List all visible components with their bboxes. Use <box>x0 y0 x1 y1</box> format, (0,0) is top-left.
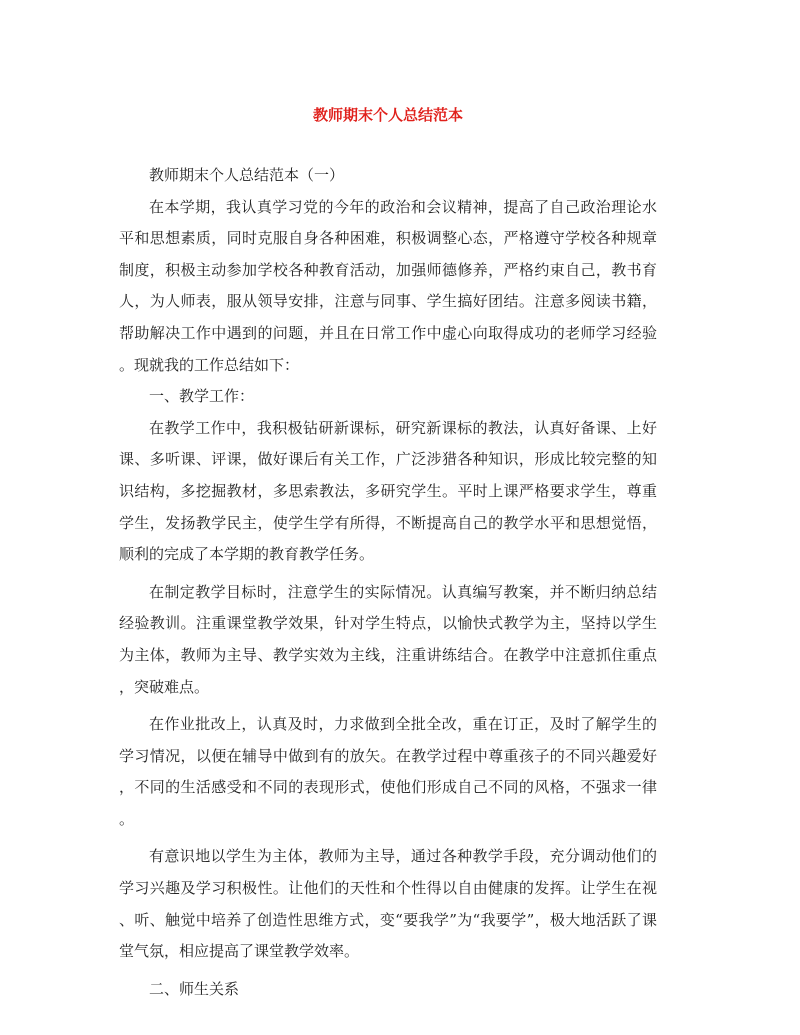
teaching-paragraph-1: 在教学工作中，我积极钻研新课标，研究新课标的教法，认真好备课、上好课、多听课、评课，做好课后有关工作，广泛涉猎各种知识，形成比较完整的知识结构，多挖掘教材，多思索教法，多研究学生。平时上课严格要求学生，尊重学生，发扬教学民主，使学生学有所得，不断提高自己的教学水平和思想觉悟，顺利的完成了本学期的教育教学任务。 <box>119 418 657 564</box>
teaching-paragraph-3: 在作业批改上，认真及时，力求做到全批全改，重在订正，及时了解学生的学习情况，以便在辅导中做到有的放矢。在教学过程中尊重孩子的不同兴趣爱好，不同的生活感受和不同的表现形式，使他们形成自己不同的风格，不强求一律。 <box>119 715 657 828</box>
teaching-paragraph-4: 有意识地以学生为主体，教师为主导，通过各种教学手段，充分调动他们的学习兴趣及学习积极性。让他们的天性和个性得以自由健康的发挥。让学生在视、听、触觉中培养了创造性思维方式，变“要我学”为“我要学”，极大地活跃了课堂气氛，相应提高了课堂教学效率。 <box>119 847 657 961</box>
section-heading-relations: 二、师生关系 <box>149 979 240 998</box>
document-title: 教师期末个人总结范本 <box>312 106 463 124</box>
intro-paragraph: 在本学期，我认真学习党的今年的政治和会议精神，提高了自己政治理论水平和思想素质，同时克服自身各种困难，积极调整心态，严格遵守学校各种规章制度，积极主动参加学校各种教育活动，加强师德修养，严格约束自己，教书育人，为人师表，服从领导安排，注意与同事、学生搞好团结。注意多阅读书籍，帮助解决工作中遇到的问题，并且在日常工作中虚心向取得成功的老师学习经验。现就我的工作总结如下： <box>119 197 657 374</box>
section-heading-teaching: 一、教学工作： <box>149 387 255 406</box>
document-body <box>119 160 657 1005</box>
section-subtitle: 教师期末个人总结范本（一） <box>149 166 345 184</box>
teaching-paragraph-2: 在制定教学目标时，注意学生的实际情况。认真编写教案，并不断归纳总结经验教训。注重课堂教学效果，针对学生特点，以愉快式教学为主，坚持以学生为主体，教师为主导、教学实效为主线，注重讲练结合。在教学中注意抓住重点，突破难点。 <box>119 582 657 696</box>
